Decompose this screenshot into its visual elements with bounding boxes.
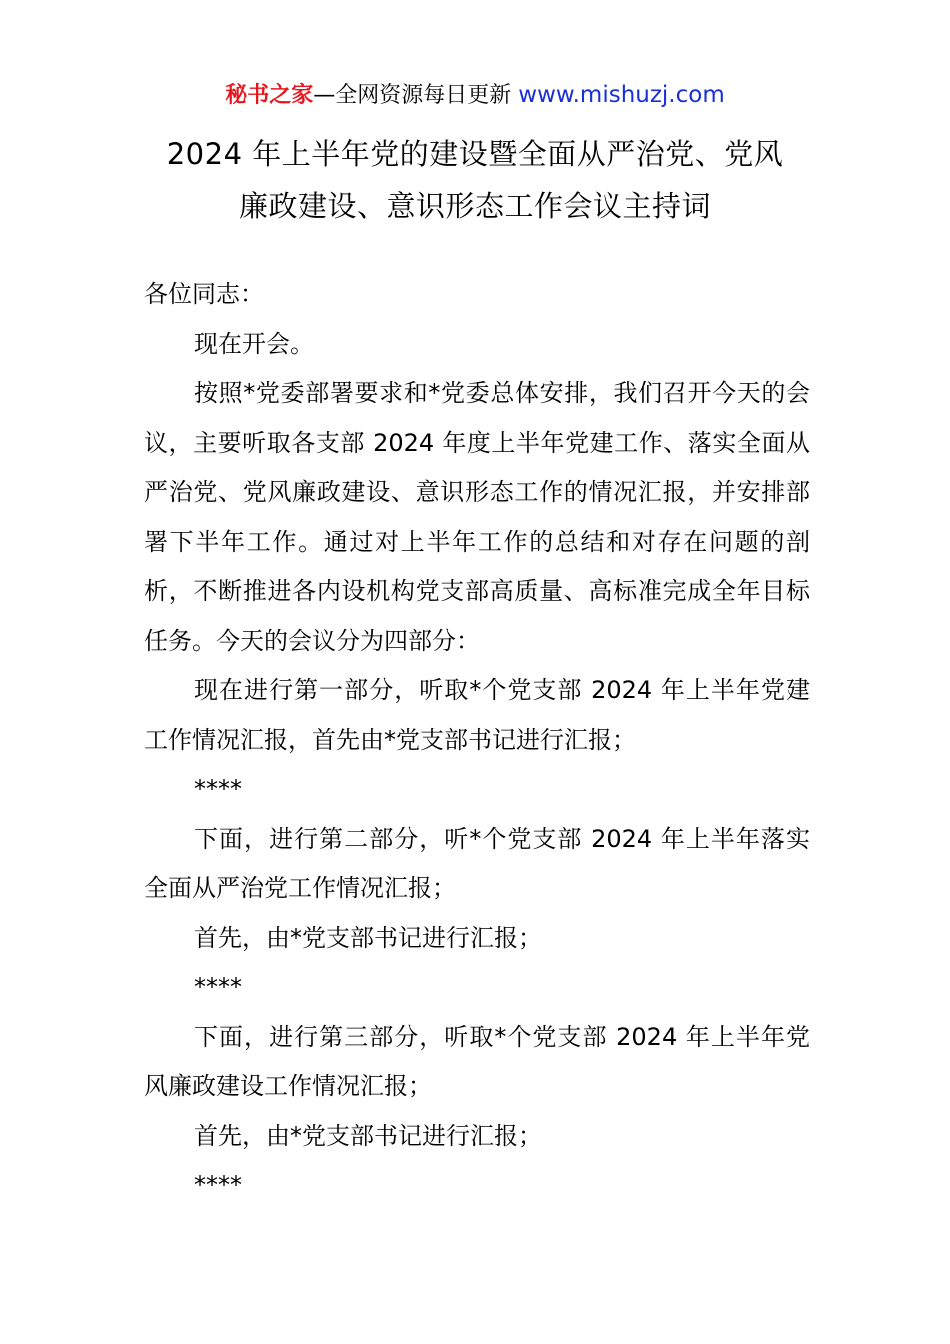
separator-text: **** [194, 1171, 242, 1199]
title-line-1: 2024 年上半年党的建设暨全面从严治党、党风 [166, 137, 784, 171]
site-url[interactable]: www.mishuzj.com [518, 82, 725, 108]
paragraph: 现在开会。 [194, 329, 314, 358]
paragraph: 下面，进行第二部分，听*个党支部 2024 年上半年落实全面从严治党工作情况汇报； [144, 824, 810, 902]
separator-text: **** [194, 775, 242, 803]
document-title [100, 128, 850, 232]
title-line-2: 廉政建设、意识形态工作会议主持词 [238, 189, 711, 223]
paragraph: 按照*党委部署要求和*党委总体安排，我们召开今天的会议，主要听取各支部 2024 年度上半年党建工作、落实全面从严治党、党风廉政建设、意识形态工作的情况汇报，并安排部署下半年工作。通过对上半年工作的总结和对存在问题的剖析，不断推进各内设机构党支部高质量、高标准完成全年目标任务。今天的会议分为四部分： [144, 379, 810, 655]
paragraph: 现在进行第一部分，听取*个党支部 2024 年上半年党建工作情况汇报，首先由*党支部书记进行汇报； [144, 676, 810, 754]
document-body [144, 270, 810, 1211]
greeting: 各位同志： [144, 280, 264, 308]
paragraph: 首先，由*党支部书记进行汇报； [194, 923, 542, 952]
paragraph: 首先，由*党支部书记进行汇报； [194, 1121, 542, 1150]
brand-name: 秘书之家 [225, 83, 314, 108]
header-tagline: —全网资源每日更新 [313, 83, 512, 108]
paragraph: 下面，进行第三部分，听取*个党支部 2024 年上半年党风廉政建设工作情况汇报； [144, 1022, 810, 1100]
site-header [0, 80, 950, 111]
separator-text: **** [194, 973, 242, 1001]
